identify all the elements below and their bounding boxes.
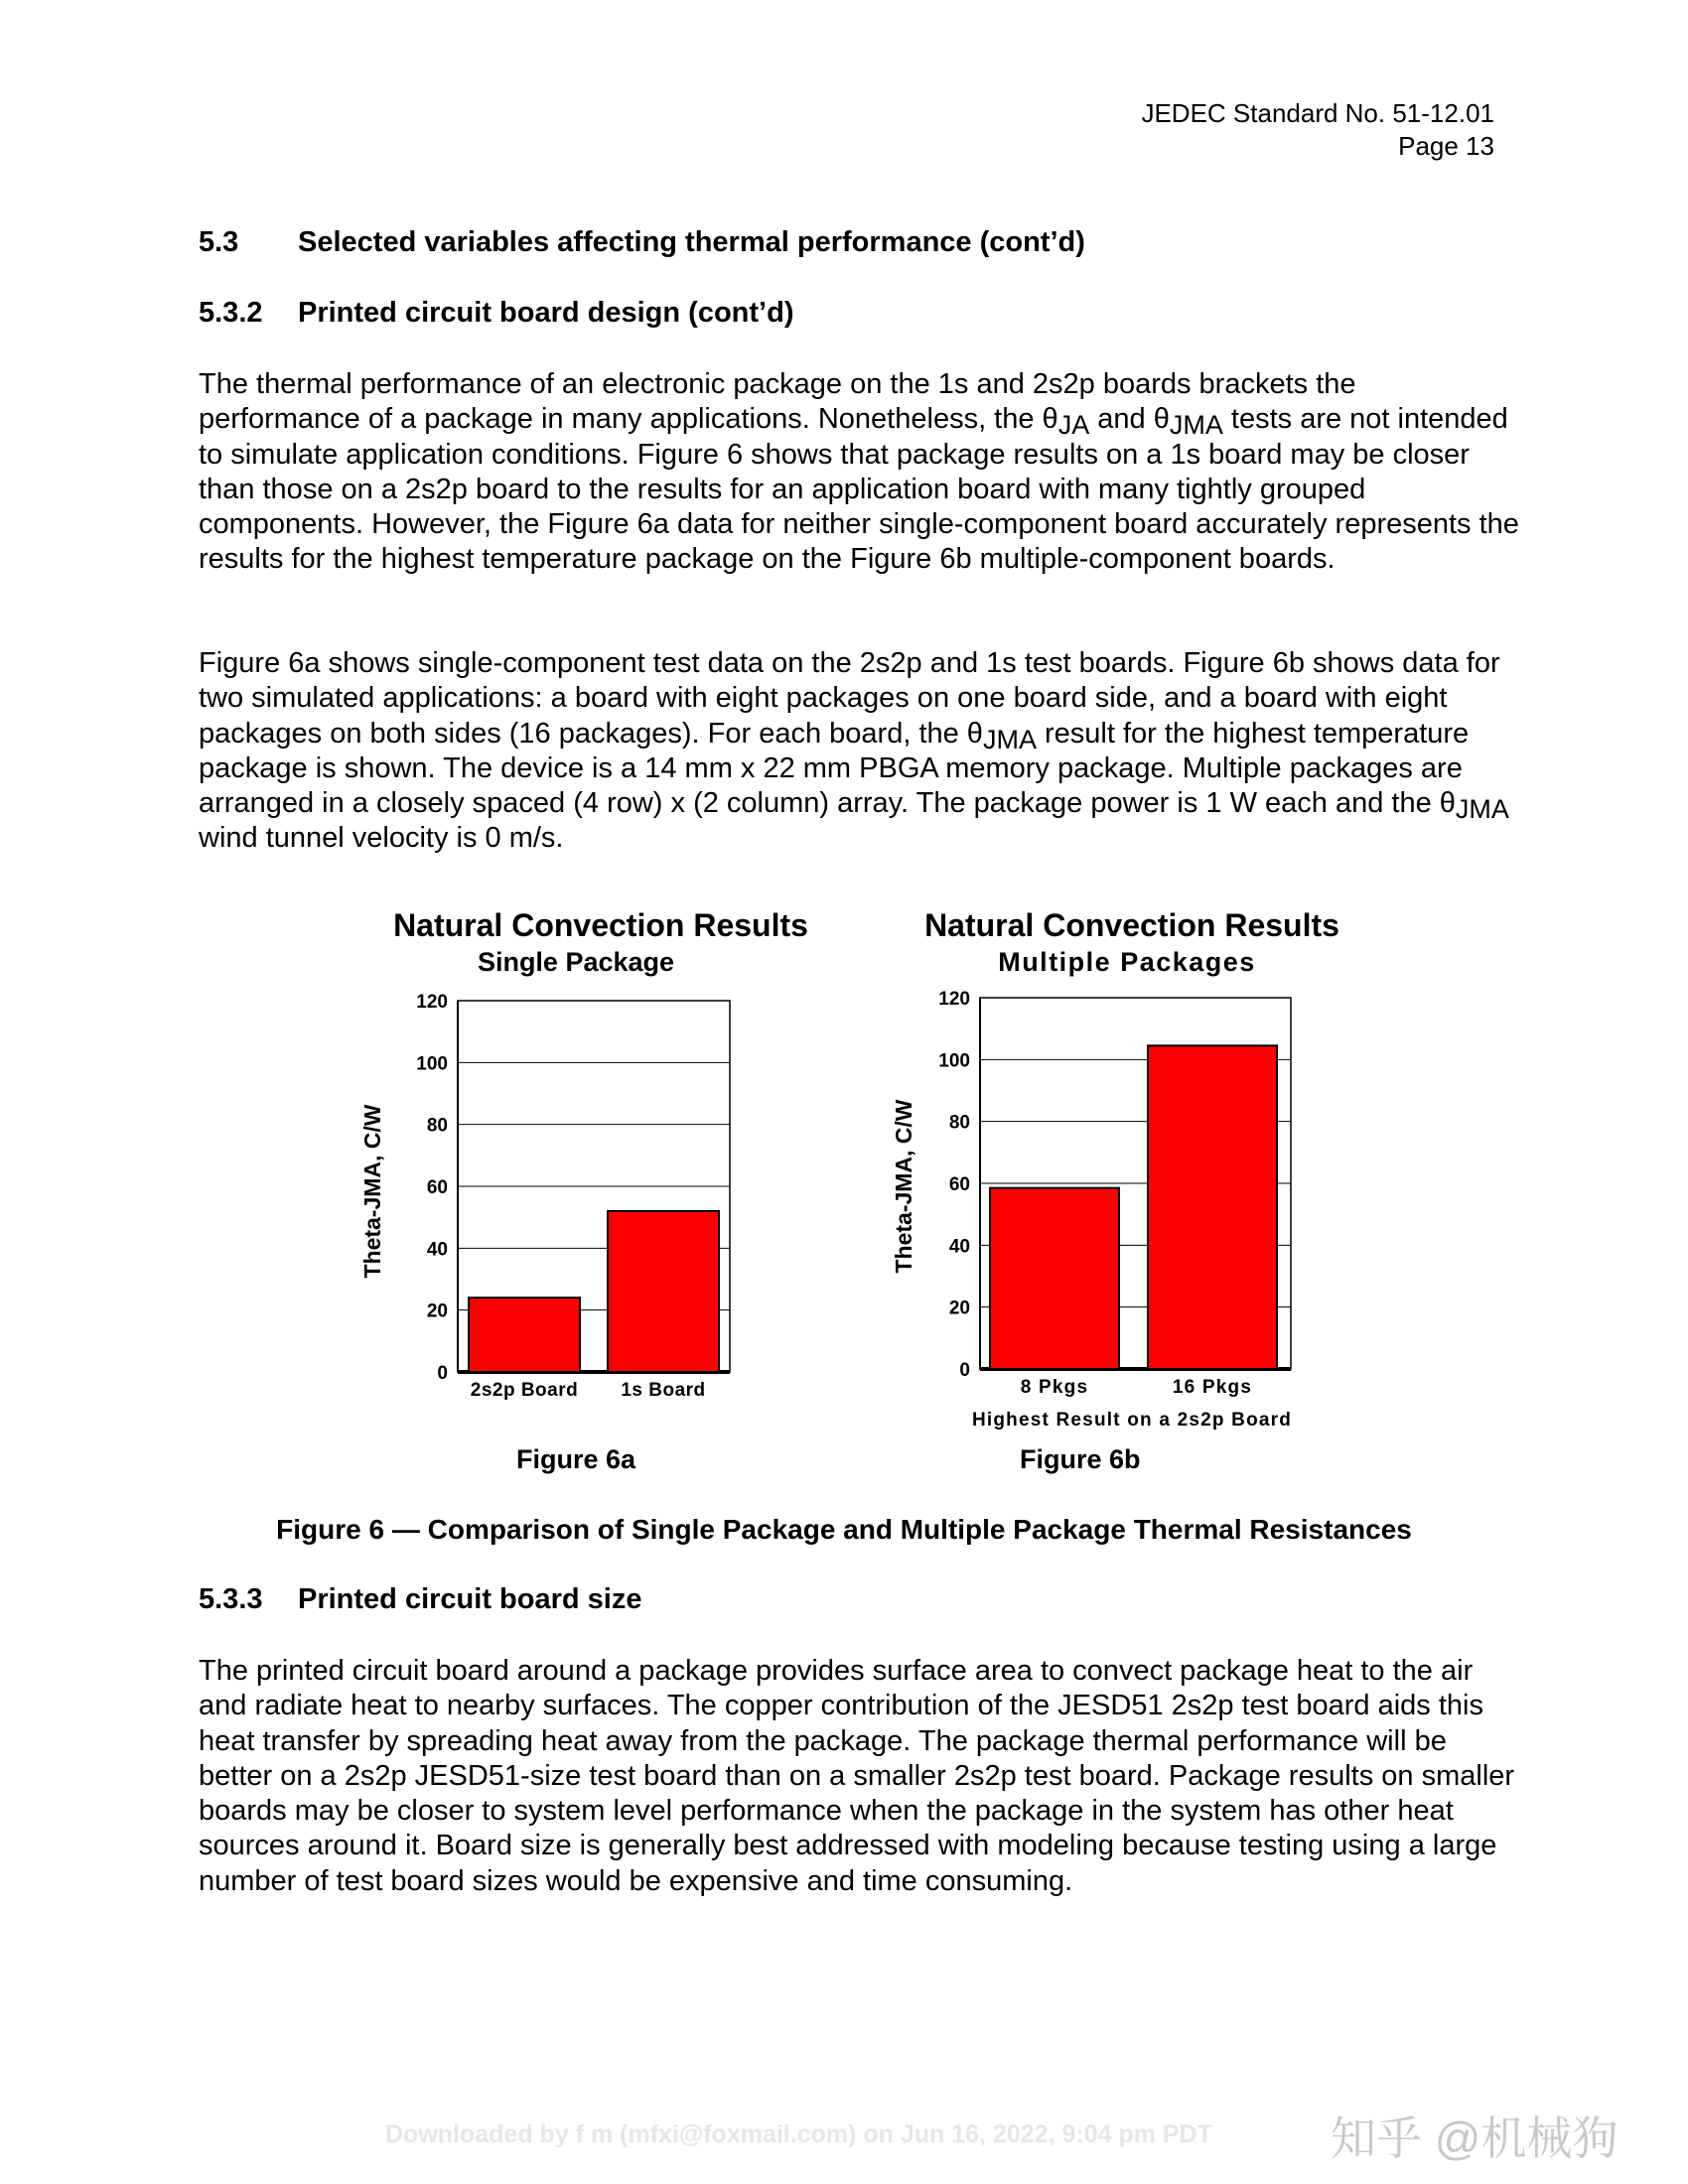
- section-title: Printed circuit board size: [298, 1583, 642, 1615]
- figure-6a-label: Figure 6a: [516, 1444, 636, 1474]
- section-heading-5-3-2: [199, 297, 793, 330]
- figure-6b-label: Figure 6b: [1020, 1444, 1141, 1474]
- y-tick-label: 80: [948, 1112, 970, 1134]
- chart-title: Natural Convection Results: [393, 907, 808, 943]
- y-tick-label: 100: [416, 1053, 448, 1075]
- page-header: [1141, 97, 1494, 163]
- chart-subtitle: Single Package: [477, 947, 675, 977]
- section-title: Selected variables affecting thermal performance (cont’d): [298, 226, 1085, 258]
- category-label: 1s Board: [621, 1380, 706, 1401]
- section-heading-5-3-3: [199, 1583, 641, 1616]
- y-tick-label: 40: [426, 1239, 448, 1261]
- category-label: 2s2p Board: [470, 1380, 579, 1401]
- y-tick-label: 20: [948, 1297, 970, 1319]
- paragraph-3: The printed circuit board around a package provides surface area to convect package heat to the air and radiate heat to nearby surfaces. The copper contribution of the JESD51 2s2p test board aids this heat transfer by spreading heat away from the package. The package thermal performance will be better on a 2s2p JESD51-size test board than on a smaller 2s2p test board. Package results on smaller boards may be closer to system level performance when the package in the system has other heat sources around it. Board size is generally best addressed with modeling because testing using a large number of test board sizes would be expensive and time consuming.: [199, 1655, 1515, 1897]
- bar-1s-board: [608, 1211, 719, 1372]
- y-tick-label: 0: [959, 1360, 970, 1381]
- y-tick-label: 80: [426, 1115, 448, 1137]
- bar-2s2p-board: [469, 1297, 580, 1372]
- page-number: Page 13: [1398, 131, 1494, 161]
- download-footer: Downloaded by f m (mfxi@foxmail.com) on Jun 16, 2022, 9:04 pm PDT: [385, 2120, 1212, 2148]
- chart-figure-6a: [348, 903, 814, 1420]
- paragraph-2: Figure 6a shows single-component test data on the 2s2p and 1s test boards. Figure 6b shows data for two simulated applications: a board with eight packages on one board side, and a board with eight packages on both sides (16 packages). For each board, the $\theta_{JMA}$ result for the highest temperature package is shown. The device is a 14 mm x 22 mm PBGA memory package. Multiple packages are arranged in a closely spaced (4 row) x (2 column) array. The package power is 1 W each and the $\theta_{JMA}$ wind tunnel velocity is 0 m/s.: [199, 647, 1509, 855]
- y-tick-label: 100: [938, 1050, 970, 1072]
- bar-8-pkgs: [990, 1188, 1119, 1369]
- category-label: 16 Pkgs: [1172, 1377, 1253, 1398]
- y-tick-label: 20: [426, 1300, 448, 1322]
- y-tick-label: 120: [938, 989, 970, 1010]
- figure-caption: Figure 6 — Comparison of Single Package and Multiple Package Thermal Resistances: [276, 1514, 1412, 1545]
- section-number: 5.3.2: [199, 297, 263, 329]
- paragraph-1: The thermal performance of an electronic package on the 1s and 2s2p boards brackets the performance of a package in many applications. Nonetheless, the $\theta_{JA}$ and $\theta_{JMA}$ tests are not intended to simulate application conditions. Figure 6 shows that package results on a 1s board may be closer than those on a 2s2p board to the results for an application board with many tightly grouped components. However, the Figure 6a data for neither single-component board accurately represents the results for the highest temperature package on the Figure 6b multiple-component boards.: [199, 368, 1519, 576]
- y-tick-label: 0: [437, 1363, 448, 1384]
- standard-number: JEDEC Standard No. 51-12.01: [1141, 98, 1494, 128]
- y-tick-label: 60: [948, 1174, 970, 1195]
- section-title: Printed circuit board design (cont’d): [298, 297, 794, 329]
- chart-title: Natural Convection Results: [924, 907, 1339, 943]
- y-tick-label: 40: [948, 1236, 970, 1258]
- y-axis-label: Theta-JMA, C/W: [359, 1104, 385, 1279]
- y-tick-label: 60: [426, 1177, 448, 1198]
- y-axis-label: Theta-JMA, C/W: [891, 1099, 916, 1274]
- chart-figure-6b: [884, 903, 1340, 1439]
- x-axis-label: Highest Result on a 2s2p Board: [971, 1410, 1293, 1431]
- bar-16-pkgs: [1148, 1045, 1277, 1369]
- chart-subtitle: Multiple Packages: [998, 947, 1256, 977]
- category-label: 8 Pkgs: [1020, 1377, 1089, 1398]
- y-tick-label: 120: [416, 992, 448, 1013]
- watermark-brand: 知乎 @机械狗: [1331, 2113, 1618, 2164]
- section-number: 5.3.3: [199, 1583, 263, 1615]
- section-number: 5.3: [199, 226, 239, 258]
- section-heading-5-3: [199, 226, 1085, 259]
